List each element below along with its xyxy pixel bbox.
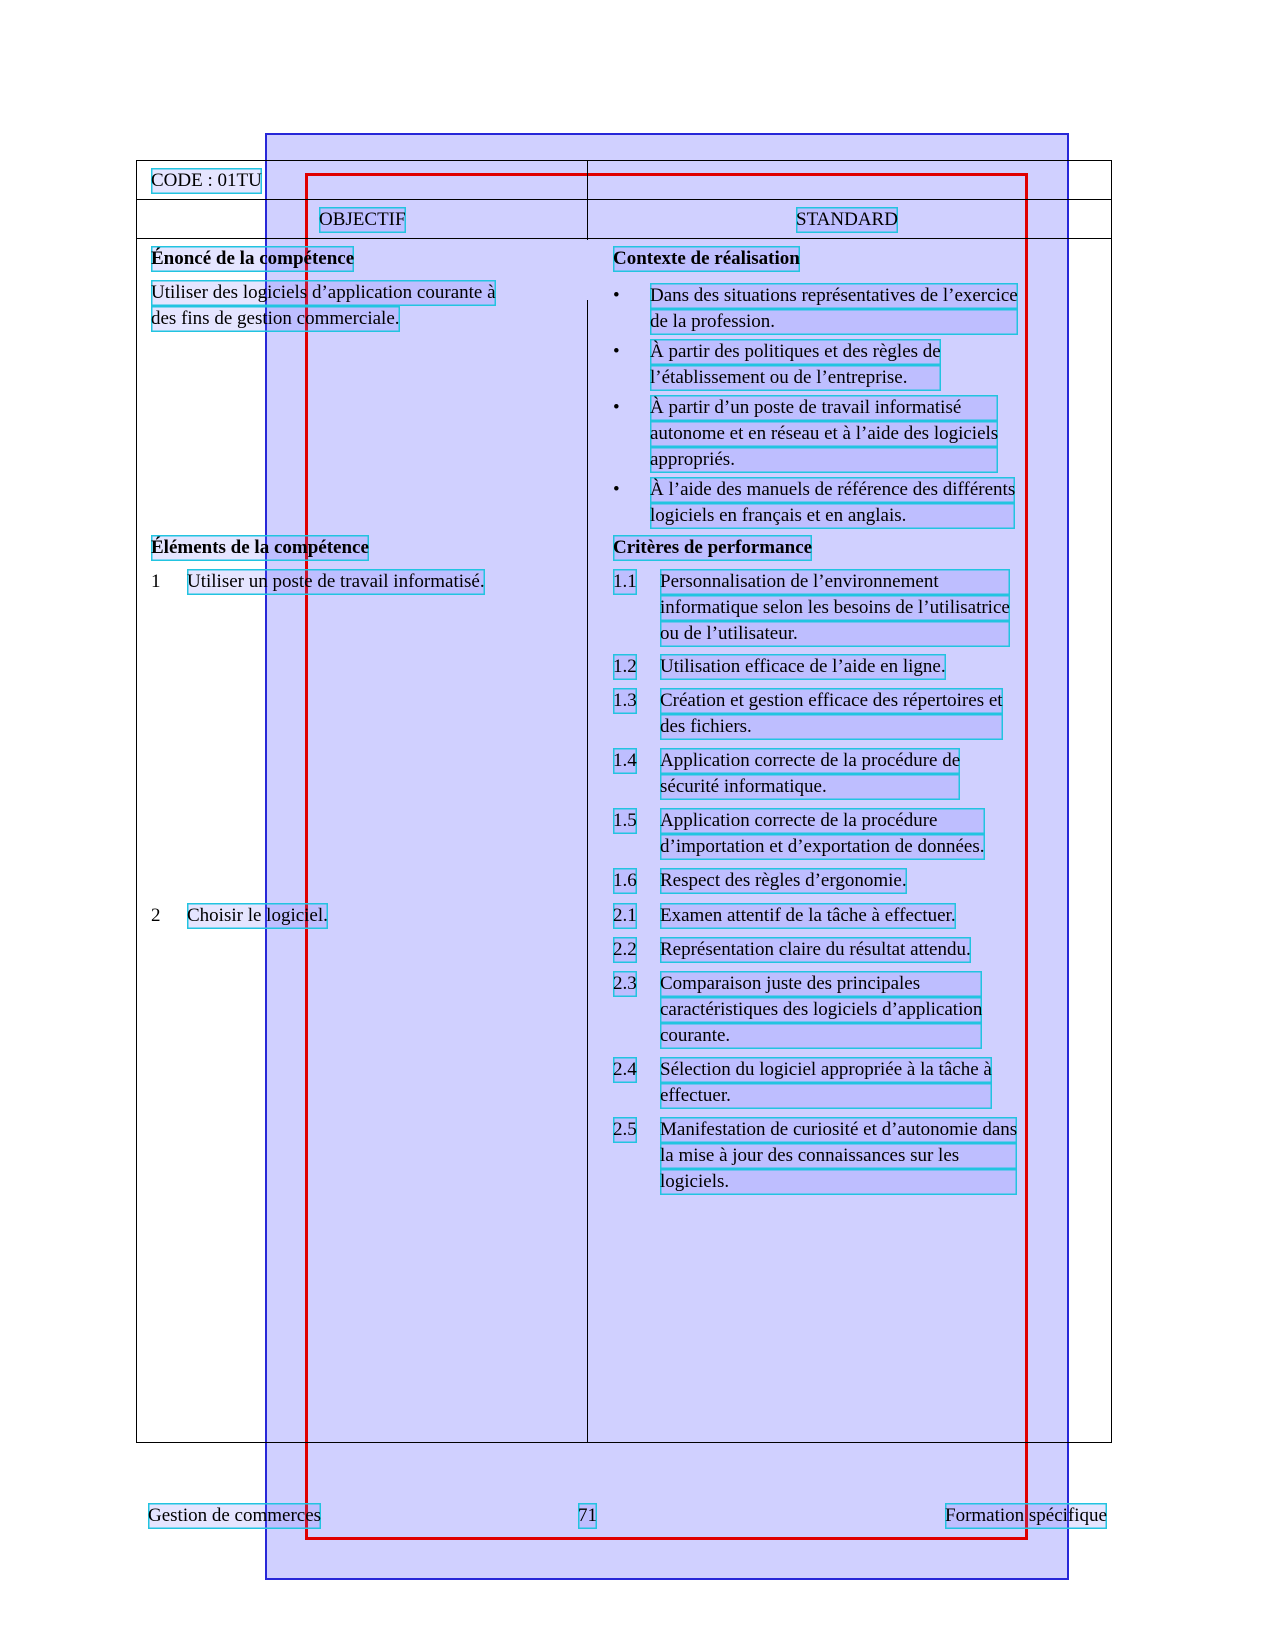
element-text: Utiliser un poste de travail informatisé. [187, 569, 485, 595]
enonce-line-1: Utiliser des logiciels d’application courante à [151, 280, 496, 306]
column-header-objective: OBJECTIF [319, 207, 406, 233]
contexte-item-4-line-1: À l’aide des manuels de référence des différents [650, 477, 1015, 503]
critere-line: Application correcte de la procédure [660, 808, 985, 834]
contexte-item-2-line-1: À partir des politiques et des règles de [650, 339, 941, 365]
element-number: 1 [151, 571, 161, 592]
column-header-standard: STANDARD [796, 207, 898, 233]
critere-line: Sélection du logiciel appropriée à la tâche à [660, 1057, 992, 1083]
critere-line: ou de l’utilisateur. [660, 621, 1010, 647]
element-text: Choisir le logiciel. [187, 903, 328, 929]
critere-line: Comparaison juste des principales [660, 971, 982, 997]
critere-line: caractéristiques des logiciels d’application [660, 997, 982, 1023]
code-label: CODE : 01TU [151, 168, 262, 194]
contexte-item-1-line-2: de la profession. [650, 309, 1018, 335]
critere-line: logiciels. [660, 1169, 1017, 1195]
table-border-left [136, 160, 137, 1443]
critere-line: effectuer. [660, 1083, 992, 1109]
critere-line: Représentation claire du résultat attendu. [660, 937, 971, 963]
critere-number: 1.4 [613, 748, 637, 774]
bullet: • [613, 397, 620, 418]
footer-right: Formation spécifique [945, 1503, 1107, 1529]
critere-number: 1.1 [613, 569, 637, 595]
critere-line: Utilisation efficace de l’aide en ligne. [660, 654, 946, 680]
critere-number: 2.3 [613, 971, 637, 997]
critere-line: Manifestation de curiosité et d’autonomie dans [660, 1117, 1017, 1143]
critere-number: 1.2 [613, 654, 637, 680]
critere-line: Respect des règles d’ergonomie. [660, 868, 907, 894]
bullet: • [613, 341, 620, 362]
critere-number: 1.5 [613, 808, 637, 834]
critere-line: Personnalisation de l’environnement [660, 569, 1010, 595]
critere-line: sécurité informatique. [660, 774, 960, 800]
contexte-item-3-line-3: appropriés. [650, 447, 998, 473]
contexte-heading: Contexte de réalisation [613, 246, 800, 272]
criteres-heading: Critères de performance [613, 535, 812, 561]
critere-line: courante. [660, 1023, 982, 1049]
contexte-item-3-line-2: autonome et en réseau et à l’aide des logiciels [650, 421, 998, 447]
critere-line: Examen attentif de la tâche à effectuer. [660, 903, 956, 929]
bullet: • [613, 479, 620, 500]
enonce-heading: Énoncé de la compétence [151, 246, 354, 272]
row-divider-code [136, 199, 1112, 200]
column-divider-top [587, 160, 588, 240]
contexte-item-1-line-1: Dans des situations représentatives de l’exercice [650, 283, 1018, 309]
column-divider-partial [587, 300, 588, 795]
bullet: • [613, 285, 620, 306]
contexte-item-2-line-2: l’établissement ou de l’entreprise. [650, 365, 941, 391]
enonce-line-2: des fins de gestion commerciale. [151, 306, 400, 332]
critere-line: Création et gestion efficace des répertoires et [660, 688, 1003, 714]
elements-heading: Éléments de la compétence [151, 535, 369, 561]
critere-number: 1.3 [613, 688, 637, 714]
table-border-top [136, 160, 1112, 161]
table-border-bottom [136, 1442, 1112, 1443]
critere-line: des fichiers. [660, 714, 1003, 740]
critere-line: d’importation et d’exportation de données. [660, 834, 985, 860]
critere-number: 1.6 [613, 868, 637, 894]
page-number: 71 [578, 1503, 597, 1529]
critere-number: 2.5 [613, 1117, 637, 1143]
contexte-item-4-line-2: logiciels en français et en anglais. [650, 503, 1015, 529]
contexte-item-3-line-1: À partir d’un poste de travail informatisé [650, 395, 998, 421]
critere-line: la mise à jour des connaissances sur les [660, 1143, 1017, 1169]
element-number: 2 [151, 905, 161, 926]
critere-line: Application correcte de la procédure de [660, 748, 960, 774]
critere-number: 2.2 [613, 937, 637, 963]
critere-line: informatique selon les besoins de l’utilisatrice [660, 595, 1010, 621]
table-border-right [1111, 160, 1112, 1443]
critere-number: 2.1 [613, 903, 637, 929]
critere-number: 2.4 [613, 1057, 637, 1083]
footer-left: Gestion de commerces [148, 1503, 321, 1529]
row-divider-header [136, 238, 1112, 239]
